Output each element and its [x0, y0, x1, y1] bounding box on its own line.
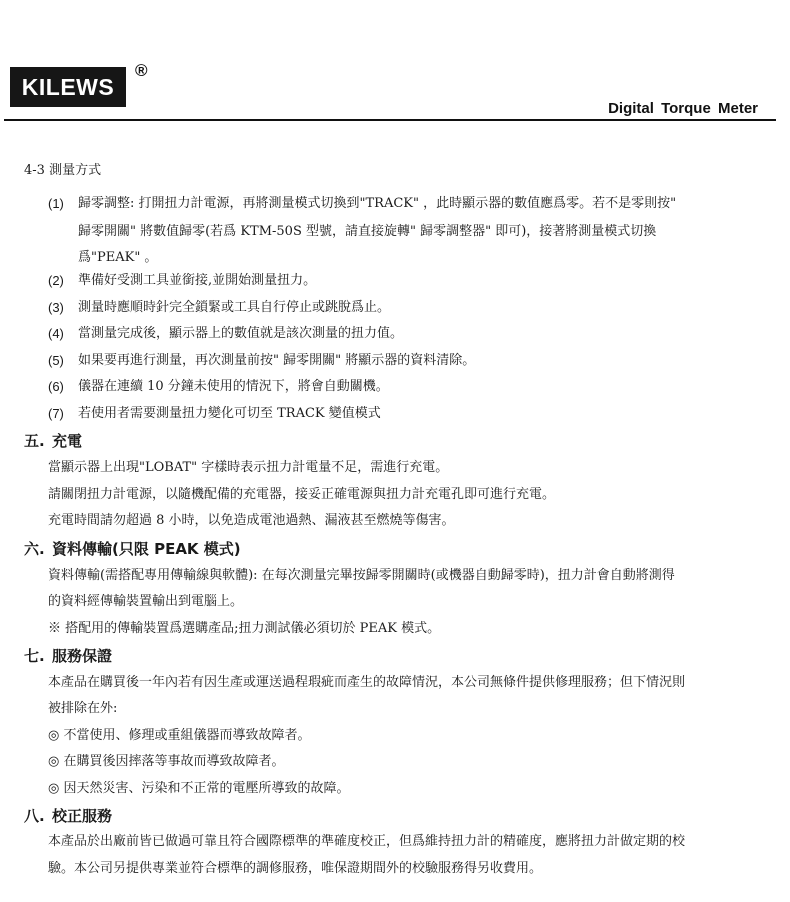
item-number: (6): [48, 379, 64, 394]
section-title: 資料傳輸(只限 PEAK 模式): [52, 540, 241, 558]
item-text: 爲"PEAK" 。: [78, 250, 158, 265]
header-rule: [4, 119, 776, 121]
item-text: 歸零調整: 打開扭力計電源，再將測量模式切換到"TRACK" ，此時顯示器的數值應爲零。若不是零則按": [78, 196, 677, 211]
paragraph-line: 驗。本公司另提供專業並符合標準的調修服務，唯保證期間外的校驗服務得另收費用。: [48, 861, 543, 876]
registered-mark: ®: [135, 61, 148, 80]
item-number: (4): [48, 326, 64, 341]
section-title: 校正服務: [52, 807, 113, 825]
item-number: (5): [48, 353, 64, 368]
section-number: 七.: [24, 647, 45, 665]
bullet-item: ◎ 不當使用、修理或重組儀器而導致故障者。: [48, 728, 311, 743]
bullet-item: ◎ 在購買後因摔落等事故而導致故障者。: [48, 754, 285, 769]
item-number: (3): [48, 300, 64, 315]
item-text: 歸零開關" 將數值歸零(若爲 KTM-50S 型號，請直接旋轉" 歸零調整器" 即可)，接著將測量模式切換: [78, 224, 657, 239]
section-7-heading: [24, 646, 112, 666]
section-number: 五.: [24, 432, 45, 450]
section-4-3-heading: 4-3 測量方式: [24, 163, 102, 178]
item-text: 若使用者需要測量扭力變化可切至 TRACK 變值模式: [78, 406, 381, 421]
item-text: 儀器在連續 10 分鐘未使用的情況下，將會自動關機。: [78, 379, 389, 394]
item-text: 如果要再進行測量，再次測量前按" 歸零開關" 將顯示器的資料清除。: [78, 353, 476, 368]
paragraph-line: 請關閉扭力計電源，以隨機配備的充電器，接妥正確電源與扭力計充電孔即可進行充電。: [48, 487, 556, 502]
section-5-heading: [24, 431, 82, 451]
item-number: (7): [48, 406, 64, 421]
item-number: (1): [48, 196, 64, 211]
section-title: 服務保證: [52, 647, 113, 665]
section-number: 六.: [24, 540, 45, 558]
item-text: 測量時應順時針完全鎖緊或工具自行停止或跳脫爲止。: [78, 300, 391, 315]
item-text: 準備好受測工具並銜接,並開始測量扭力。: [78, 273, 317, 288]
paragraph-line: 本產品在購買後一年內若有因生產或運送過程瑕疵而產生的故障情況，本公司無條件提供修理服務；但下情況則: [48, 675, 686, 690]
bullet-item: ◎ 因天然災害、污染和不正常的電壓所導致的故障。: [48, 781, 350, 796]
paragraph-line: 充電時間請勿超過 8 小時，以免造成電池過熱、漏液甚至燃燒等傷害。: [48, 513, 455, 528]
paragraph-line: 本產品於出廠前皆已做過可靠且符合國際標準的準確度校正，但爲維持扭力計的精確度，應將扭力計做定期的校: [48, 834, 686, 849]
item-text: 當測量完成後，顯示器上的數值就是該次測量的扭力值。: [78, 326, 404, 341]
paragraph-line: 的資料經傳輸裝置輸出到電腦上。: [48, 594, 244, 609]
section-8-heading: [24, 806, 112, 826]
paragraph-line: 資料傳輸(需搭配專用傳輸線與軟體): 在每次測量完畢按歸零開關時(或機器自動歸零時)，扭力計會自動將測得: [48, 568, 675, 583]
section-number: 八.: [24, 807, 45, 825]
brand-logo: KILEWS: [10, 67, 126, 107]
section-6-heading: [24, 539, 241, 559]
document-title: Digital Torque Meter: [608, 100, 758, 117]
paragraph-line: 被排除在外:: [48, 701, 118, 716]
item-number: (2): [48, 273, 64, 288]
section-title: 充電: [52, 432, 83, 450]
paragraph-line: 當顯示器上出現"LOBAT" 字樣時表示扭力計電量不足，需進行充電。: [48, 460, 449, 475]
paragraph-line: ※ 搭配用的傳輸裝置爲選購產品;扭力測試儀必須切於 PEAK 模式。: [48, 621, 441, 636]
